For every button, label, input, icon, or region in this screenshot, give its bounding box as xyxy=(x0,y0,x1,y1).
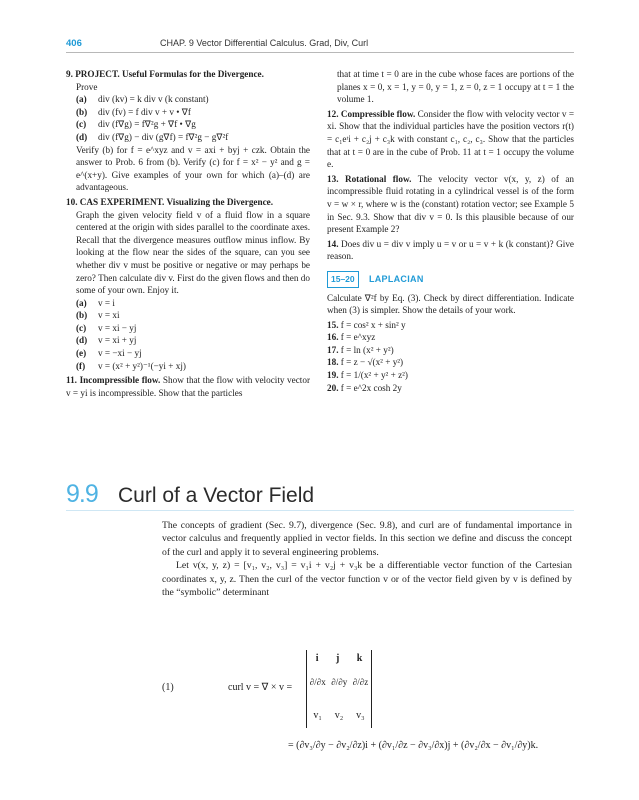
problem-group-title: LAPLACIAN xyxy=(368,273,424,284)
list-item: (b) v = xi xyxy=(76,310,120,321)
problem-text: that at time t = 0 are in the cube whose faces are portions of the planes x = 0, x = 1, y = 0, y = 1, z = 0, z = 1 occupy at t = 1 the volume 1. xyxy=(337,69,574,105)
determinant xyxy=(306,650,372,728)
problem-11-continued xyxy=(327,68,574,106)
list-item: (c) div (f∇g) = f∇²g + ∇f • ∇g xyxy=(76,119,196,130)
equation-number: (1) xyxy=(162,682,174,693)
list-item: (a) div (kv) = k div v (k constant) xyxy=(76,94,209,105)
problem-number: 10. xyxy=(66,196,78,207)
problem-number: 12. xyxy=(327,108,339,119)
section-body xyxy=(162,519,572,599)
section-title: Curl of a Vector Field xyxy=(118,484,315,507)
section-rule xyxy=(66,510,574,511)
problem-intro: Prove xyxy=(76,81,98,92)
page-number: 406 xyxy=(66,38,82,49)
list-item: (a) v = i xyxy=(76,297,115,308)
list-item: 19. f = 1/(x² + y² + z²) xyxy=(327,370,408,381)
problem-text: Show that the flow with velocity vector v = yi is incompressible. Show that the particles xyxy=(66,375,311,398)
problem-11 xyxy=(66,374,310,399)
problem-title: Compressible flow. xyxy=(340,108,416,119)
problem-10 xyxy=(66,196,310,372)
problem-title: CAS EXPERIMENT. Visualizing the Divergence. xyxy=(79,196,274,207)
list-item: (d) div (f∇g) − div (g∇f) = f∇²g − g∇²f xyxy=(76,131,229,142)
problem-text: Consider the flow with velocity vector v = xi. Show that the individual particles have the position vectors r(t) = c₁eᵗi + c₂j + c₃k with constant c₁, c₂, c₃. Show that the particles that at t = 0 are in the cube of Prob. 11 at t = 1 occupy the volume e. xyxy=(327,108,575,170)
laplacian-intro: Calculate ∇²f by Eq. (3). Check by direct differentiation. Indicate when (3) is simpler. Show the details of your work. xyxy=(327,292,574,316)
list-item: (f) v = (x² + y²)⁻¹(−yi + xj) xyxy=(76,360,186,371)
problem-text: Verify (b) for f = e^xyz and v = axi + byj + czk. Obtain the answer to Prob. 6 from (b). Verify (c) for f = x² − y² and g = e^(x+y). Give examples of your own for which (a)–(d) are advantageous. xyxy=(76,144,310,193)
curl-expansion: = (∂v₃/∂y − ∂v₂/∂z)i + (∂v₁/∂z − ∂v₃/∂x)j + (∂v₂/∂x − ∂v₁/∂y)k. xyxy=(288,740,539,751)
right-column xyxy=(327,68,574,394)
laplacian-heading xyxy=(327,271,574,288)
problem-number: 14. xyxy=(327,238,339,249)
determinant-row: ∂/∂x ∂/∂y ∂/∂z xyxy=(309,677,369,687)
curl-equation xyxy=(162,650,572,760)
list-item: (c) v = xi − yj xyxy=(76,322,137,333)
determinant-row: i j k xyxy=(315,653,363,664)
paragraph: Let v(x, y, z) = [v₁, v₂, v₃] = v₁i + v₂j + v₃k be a differentiable vector function of the Cartesian coordinates x, y, z. Then the curl of the vector function v or of the vector field given by v is defined by the “symbolic” determinant xyxy=(162,560,572,599)
left-column xyxy=(66,68,310,401)
problem-range-badge: 15–20 xyxy=(327,271,359,288)
list-item: 20. f = e^2x cosh 2y xyxy=(327,382,402,393)
problem-number: 11. xyxy=(66,375,77,386)
determinant-row: v₁ v₂ v₃ xyxy=(313,710,365,721)
list-item: (d) v = xi + yj xyxy=(76,335,137,346)
list-item: 18. f = z − √(x² + y²) xyxy=(327,357,404,368)
problem-14 xyxy=(327,238,574,263)
list-item: 17. f = ln (x² + y²) xyxy=(327,344,394,355)
problem-text: Graph the given velocity field v of a fluid flow in a square centered at the origin with sides parallel to the coordinate axes. Recall that the divergence measures outflow minus inflow. By looking at the flow near the sides of the square, can you see whether div v must be positive or negative or may perhaps be zero? Then calculate div v. First do the given flows and then do some of your own. Enjoy it. xyxy=(76,209,310,296)
problem-9 xyxy=(66,68,310,194)
problem-12 xyxy=(327,108,574,171)
problem-number: 9. xyxy=(66,69,73,79)
list-item: (e) v = −xi − yj xyxy=(76,348,142,359)
problem-text: Does div u = div v imply u = v or u = v + k (k constant)? Give reason. xyxy=(327,238,575,262)
list-item: 16. f = e^xyz xyxy=(327,332,376,343)
problem-text: The velocity vector v(x, y, z) of an incompressible fluid rotating in a cylindrical vessel is of the form v = w × r, where w is the (constant) rotation vector; see Example 5 in Sec. 9.3. Show that div v = 0. Is this plausible because of our present Example 2? xyxy=(327,173,575,235)
equation-lhs: curl v = ∇ × v = xyxy=(228,682,293,693)
problem-number: 13. xyxy=(327,173,339,184)
header-rule xyxy=(66,52,574,53)
list-item: 15. f = cos² x + sin² y xyxy=(327,319,406,330)
problem-title: Rotational flow. xyxy=(344,173,412,184)
paragraph: The concepts of gradient (Sec. 9.7), divergence (Sec. 9.8), and curl are of fundamental importance in vector calculus and frequently applied in vector fields. In this section we define and discuss the concept of the curl and apply it to several engineering problems. xyxy=(162,520,572,558)
section-number: 9.9 xyxy=(66,480,98,508)
running-title: CHAP. 9 Vector Differential Calculus. Grad, Div, Curl xyxy=(160,38,369,48)
problem-title: PROJECT. Useful Formulas for the Divergence. xyxy=(75,69,264,79)
problem-title: Incompressible flow. xyxy=(79,375,161,386)
problem-13 xyxy=(327,173,574,236)
page-header xyxy=(0,38,639,52)
list-item: (b) div (fv) = f div v + v • ∇f xyxy=(76,106,191,117)
